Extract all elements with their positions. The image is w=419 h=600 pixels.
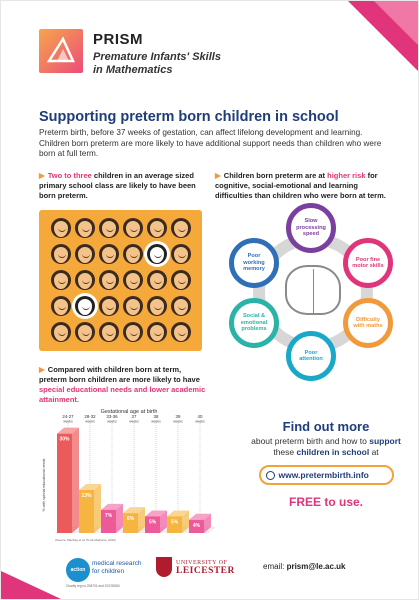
child-face bbox=[171, 218, 191, 238]
child-face bbox=[51, 296, 71, 316]
child-face bbox=[99, 218, 119, 238]
chart-source: (Source: MacKay et al, PLoS Medicine, 2010) bbox=[55, 538, 116, 542]
child-face bbox=[75, 322, 95, 342]
chart-tick-unit: weeks bbox=[129, 419, 139, 424]
child-face bbox=[147, 270, 167, 290]
child-face bbox=[147, 322, 167, 342]
child-face bbox=[51, 322, 71, 342]
child-face bbox=[99, 296, 119, 316]
child-face bbox=[123, 244, 143, 264]
node-difficulty-with-maths: Difficulty with maths bbox=[343, 298, 393, 348]
search-icon bbox=[266, 471, 275, 480]
arrow-icon: ▶ bbox=[39, 365, 45, 374]
chart-tick-label: 39 bbox=[175, 414, 181, 419]
sen-bar-chart bbox=[39, 405, 219, 545]
bullet-class-size: ▶ Two to three children in an average sized primary school class are likely to have been born preterm. bbox=[39, 171, 196, 200]
corner-decoration-bottom bbox=[1, 571, 61, 599]
child-face bbox=[147, 218, 167, 238]
node-slow-processing-speed: Slow processing speed bbox=[286, 203, 336, 253]
chart-tick-unit: weeks bbox=[63, 419, 73, 424]
risk-diagram bbox=[223, 203, 398, 383]
child-face bbox=[51, 244, 71, 264]
node-social-emotional-problems: Social & emotional problems bbox=[229, 298, 279, 348]
class-faces-illustration bbox=[39, 210, 202, 351]
child-face bbox=[75, 270, 95, 290]
chart-tick-label: 28-32 bbox=[84, 414, 96, 419]
faces-grid bbox=[49, 216, 193, 345]
chart-tick-label: 40 bbox=[197, 414, 203, 419]
bullet-higher-risk: ▶ Children born preterm are at higher risk for cognitive, social-emotional and learning difficulties than children who were born at term. bbox=[215, 171, 386, 200]
child-face bbox=[51, 270, 71, 290]
chart-tick-label: 24-27 bbox=[62, 414, 74, 419]
chart-tick-unit: weeks bbox=[195, 419, 205, 424]
node-poor-attention: Poor attention bbox=[286, 331, 336, 381]
chart-tick-label: 38 bbox=[153, 414, 159, 419]
chart-data-label: 6% bbox=[126, 516, 135, 523]
child-face bbox=[75, 244, 95, 264]
child-face bbox=[171, 270, 191, 290]
child-face bbox=[171, 322, 191, 342]
shield-icon bbox=[156, 557, 172, 577]
chart-data-label: 13% bbox=[81, 492, 92, 499]
action-logo-text: medical research for children bbox=[92, 560, 142, 575]
node-poor-fine-motor-skills: Poor fine motor skills bbox=[343, 238, 393, 288]
chart-canvas bbox=[39, 405, 219, 545]
bullet-special-needs: ▶ Compared with children born at term, preterm born children are more likely to have special educational needs and lower academic attainment. bbox=[39, 365, 206, 404]
chart-data-label: 5% bbox=[148, 519, 157, 526]
chart-bar-side bbox=[94, 484, 101, 533]
chart-tick-label: 37 bbox=[131, 414, 137, 419]
charity-number: Charity reg no 208701 and SC039284 bbox=[66, 584, 120, 588]
child-face bbox=[75, 218, 95, 238]
contact-email[interactable]: email: prism@le.ac.uk bbox=[263, 562, 346, 571]
university-of-leicester-logo: UNIVERSITY OF LEICESTER bbox=[156, 557, 235, 577]
chart-data-label: 5% bbox=[170, 519, 179, 526]
child-face bbox=[99, 270, 119, 290]
find-out-more-box bbox=[251, 419, 401, 579]
cta-title: Find out more bbox=[282, 419, 370, 434]
child-face bbox=[171, 296, 191, 316]
chart-tick-label: 33-36 bbox=[106, 414, 118, 419]
brand bbox=[93, 31, 221, 77]
chart-title: Gestational age at birth bbox=[100, 409, 158, 415]
page-title: Supporting preterm born children in school bbox=[39, 109, 339, 125]
chart-tick-unit: weeks bbox=[151, 419, 161, 424]
child-face bbox=[123, 270, 143, 290]
chart-data-label: 7% bbox=[104, 512, 113, 519]
preterm-child-face bbox=[75, 296, 95, 316]
child-face bbox=[99, 244, 119, 264]
corner-decoration-light bbox=[374, 1, 418, 45]
website-link[interactable]: www.pretermbirth.info bbox=[259, 465, 394, 485]
preterm-child-face bbox=[147, 244, 167, 264]
action-medical-research-logo bbox=[66, 556, 146, 586]
intro-text: Preterm birth, before 37 weeks of gestation, can affect lifelong development and learning. Children born preterm are more likely to have additional support needs than children who were born at full term. bbox=[39, 128, 382, 158]
chart-data-label: 4% bbox=[192, 522, 201, 529]
child-face bbox=[51, 218, 71, 238]
child-face bbox=[123, 296, 143, 316]
free-to-use: FREE to use. bbox=[288, 495, 363, 509]
prism-logo-icon bbox=[39, 29, 83, 73]
chart-data-label: 30% bbox=[59, 436, 70, 443]
brand-subtitle: Premature Infants' Skills in Mathematics bbox=[93, 51, 221, 76]
chart-ylabel: % with special educational needs bbox=[42, 458, 46, 512]
chart-tick-unit: weeks bbox=[107, 419, 117, 424]
arrow-icon: ▶ bbox=[39, 171, 45, 180]
brain-icon bbox=[285, 265, 341, 315]
arrow-icon: ▶ bbox=[215, 171, 221, 180]
child-face bbox=[147, 296, 167, 316]
child-face bbox=[123, 218, 143, 238]
child-face bbox=[99, 322, 119, 342]
node-poor-working-memory: Poor working memory bbox=[229, 238, 279, 288]
chart-tick-unit: weeks bbox=[85, 419, 95, 424]
action-logo-circle: action bbox=[66, 558, 90, 582]
child-face bbox=[171, 244, 191, 264]
cta-text: about preterm birth and how to support these children in school at bbox=[251, 436, 401, 457]
child-face bbox=[123, 322, 143, 342]
chart-bar-side bbox=[72, 428, 79, 533]
chart-tick-unit: weeks bbox=[173, 419, 183, 424]
brand-name: PRISM bbox=[93, 31, 144, 48]
chart-bar bbox=[57, 434, 72, 533]
